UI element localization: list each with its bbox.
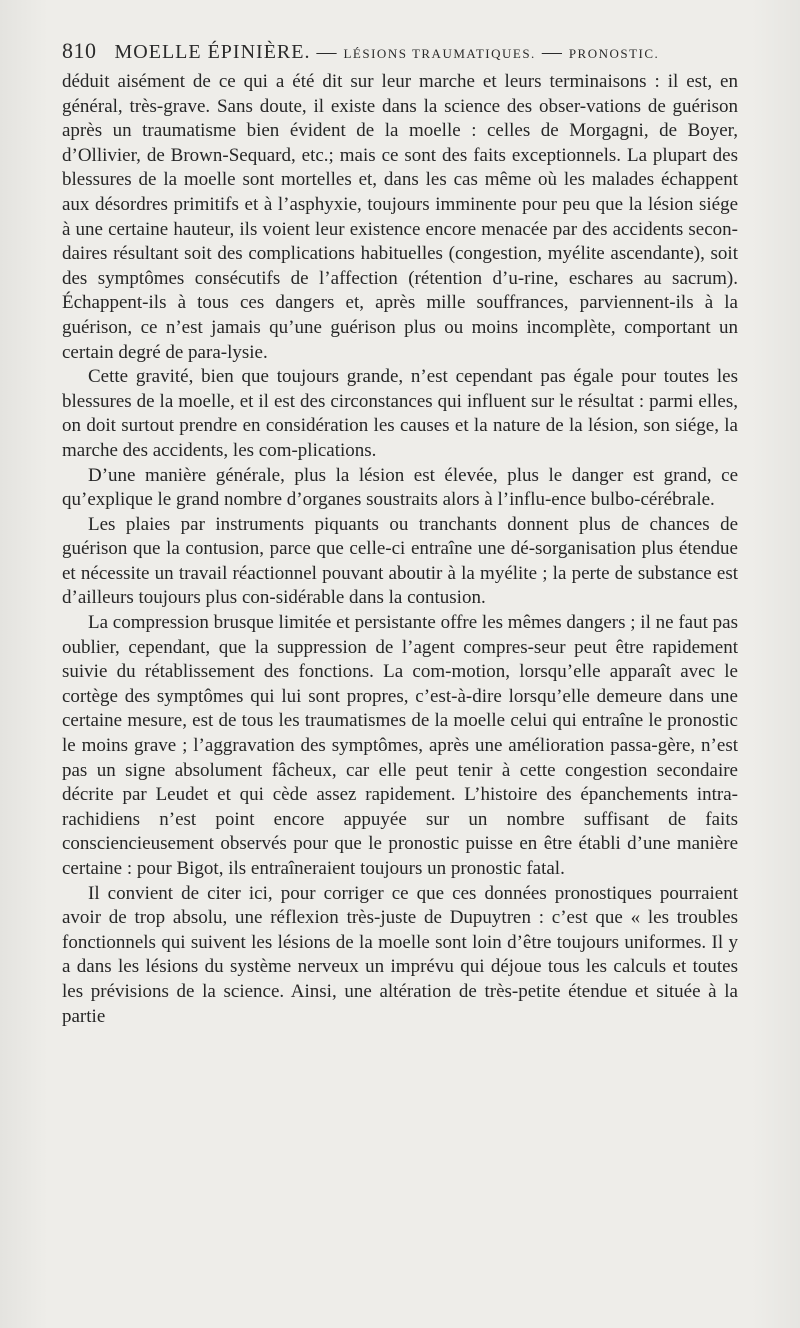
paragraph: Les plaies par instruments piquants ou tranchants donnent plus de chances de guérison que la contusion, parce que celle-ci entraîne une dé-sorganisation plus étendue et nécessite un travail réactionnel pouvant aboutir à la myélite ; la perte de substance est d’ailleurs toujours plus con-sidérable dans la contusion. xyxy=(62,513,738,609)
body-text xyxy=(62,70,738,1029)
header-section: LÉSIONS TRAUMATIQUES. xyxy=(343,46,536,61)
header-title: MOELLE ÉPINIÈRE. xyxy=(114,41,311,63)
running-title xyxy=(115,41,660,63)
header-separator: — xyxy=(541,41,563,63)
running-header xyxy=(62,38,742,66)
header-subsection: PRONOSTIC. xyxy=(568,46,660,61)
header-separator: — xyxy=(316,41,338,63)
paragraph: D’une manière générale, plus la lésion est élevée, plus le danger est grand, ce qu’explique le grand nombre d’organes soustraits alors à l’influ-ence bulbo-cérébrale. xyxy=(62,464,738,511)
paragraph: Cette gravité, bien que toujours grande, n’est cependant pas égale pour toutes les blessures de la moelle, et il est des circonstances qui influent sur le résultat : parmi elles, on doit surtout prendre en considération les causes et la nature de la lésion, son siége, la marche des accidents, les com-plications. xyxy=(62,366,738,461)
paragraph: Il convient de citer ici, pour corriger ce que ces données pronostiques pourraient avoir de trop absolu, une réflexion très-juste de Dupuytren : c’est que « les troubles fonctionnels qui suivent les lésions de la moelle sont loin d’être toujours uniformes. Il y a dans les lésions du système nerveux un imprévu qui déjoue tous les calculs et toutes les prévisions de la science. Ainsi, une altération de très-petite étendue et située à la partie xyxy=(62,882,738,1027)
paragraph-continuation: déduit aisément de ce qui a été dit sur leur marche et leurs terminaisons : il est, en général, très-grave. Sans doute, il existe dans la science des obser-vations de guérison après un traumatisme bien évident de la moelle : celles de Morgagni, de Boyer, d’Ollivier, de Brown-Sequard, etc.; mais ce sont des faits exceptionnels. La plupart des blessures de la moelle sont mortelles et, dans les cas même où les malades échappent aux désordres primitifs et à l’asphyxie, toujours imminente pour peu que la lésion siége à une certaine hauteur, ils voient leur existence encore menacée par des accidents secon-daires résultant soit des complications habituelles (congestion, myélite ascendante), soit des symptômes consécutifs de l’affection (rétention d’u-rine, eschares au sacrum). Échappent-ils à tous ces dangers et, après mille souffrances, parviennent-ils à la guérison, ce n’est jamais qu’une guérison plus ou moins incomplète, comportant un certain degré de para-lysie. xyxy=(62,71,738,363)
page-number: 810 xyxy=(62,38,97,63)
paragraph: La compression brusque limitée et persistante offre les mêmes dangers ; il ne faut pas oublier, cependant, que la suppression de l’agent compres-seur peut être rapidement suivie du rétablissement des fonctions. La com-motion, lorsqu’elle apparaît avec le cortège des symptômes qui lui sont propres, c’est-à-dire lorsqu’elle demeure dans une certaine mesure, est de tous les traumatismes de la moelle celui qui entraîne le pronostic le moins grave ; l’aggravation des symptômes, après une amélioration passa-gère, n’est pas un signe absolument fâcheux, car elle peut tenir à cette congestion secondaire décrite par Leudet et qui cède assez rapidement. L’histoire des épanchements intra-rachidiens n’est point encore appuyée sur un nombre suffisant de faits consciencieusement observés pour que le pronostic puisse en être établi d’une manière certaine : pour Bigot, ils entraîneraient toujours un pronostic fatal. xyxy=(62,612,738,879)
